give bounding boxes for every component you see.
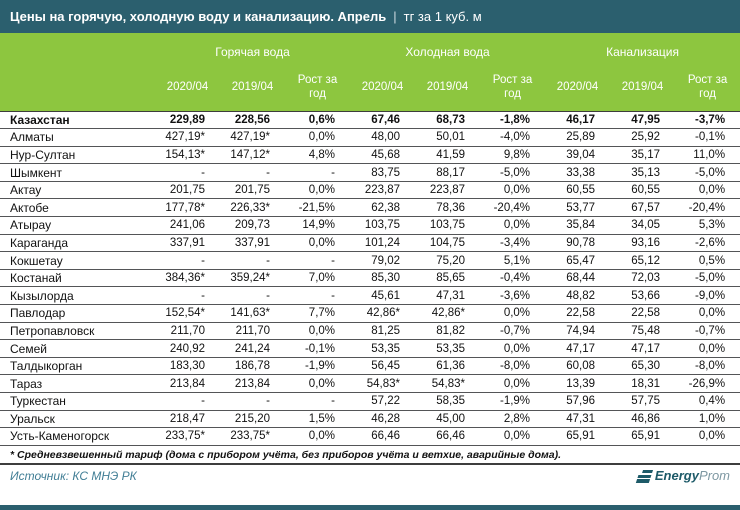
value-cell: 0,4%	[675, 393, 740, 411]
value-cell: 213,84	[220, 375, 285, 393]
city-cell: Казахстан	[0, 111, 155, 129]
value-cell: 35,17	[610, 146, 675, 164]
value-cell: 7,0%	[285, 269, 350, 287]
value-cell: 154,13*	[155, 146, 220, 164]
value-cell: 0,0%	[285, 428, 350, 446]
value-cell: 50,01	[415, 129, 480, 147]
value-cell: 46,28	[350, 410, 415, 428]
column-header: 2019/04	[610, 65, 675, 111]
group-header: Канализация	[545, 33, 740, 65]
value-cell: 65,91	[610, 428, 675, 446]
source-row	[0, 465, 740, 487]
value-cell: -	[285, 287, 350, 305]
value-cell: 5,3%	[675, 217, 740, 235]
value-cell: 53,35	[415, 340, 480, 358]
value-cell: 75,48	[610, 322, 675, 340]
value-cell: 209,73	[220, 217, 285, 235]
value-cell: 42,86*	[415, 305, 480, 323]
value-cell: 57,75	[610, 393, 675, 411]
value-cell: 241,06	[155, 217, 220, 235]
value-cell: 81,82	[415, 322, 480, 340]
group-header: Горячая вода	[155, 33, 350, 65]
value-cell: -4,0%	[480, 129, 545, 147]
value-cell: 337,91	[220, 234, 285, 252]
value-cell: 34,05	[610, 217, 675, 235]
value-cell: 152,54*	[155, 305, 220, 323]
value-cell: 103,75	[350, 217, 415, 235]
value-cell: 223,87	[350, 181, 415, 199]
table-row	[0, 199, 740, 217]
city-cell: Атырау	[0, 217, 155, 235]
value-cell: 47,95	[610, 111, 675, 129]
value-cell: 85,65	[415, 269, 480, 287]
value-cell: 1,0%	[675, 410, 740, 428]
city-cell: Талдыкорган	[0, 357, 155, 375]
value-cell: -	[155, 252, 220, 270]
value-cell: 4,8%	[285, 146, 350, 164]
value-cell: 47,31	[545, 410, 610, 428]
column-header: 2020/04	[155, 65, 220, 111]
value-cell: -9,0%	[675, 287, 740, 305]
value-cell: 74,94	[545, 322, 610, 340]
value-cell: -20,4%	[480, 199, 545, 217]
value-cell: 35,84	[545, 217, 610, 235]
value-cell: 427,19*	[155, 129, 220, 147]
value-cell: -5,0%	[480, 164, 545, 182]
value-cell: -0,4%	[480, 269, 545, 287]
city-cell: Павлодар	[0, 305, 155, 323]
logo-text-energy: Energy	[654, 468, 699, 484]
value-cell: 57,96	[545, 393, 610, 411]
value-cell: 5,1%	[480, 252, 545, 270]
value-cell: 67,57	[610, 199, 675, 217]
value-cell: 45,00	[415, 410, 480, 428]
group-header-row	[0, 33, 740, 65]
value-cell: 183,30	[155, 357, 220, 375]
value-cell: 46,17	[545, 111, 610, 129]
column-header: 2019/04	[220, 65, 285, 111]
table-row	[0, 305, 740, 323]
value-cell: 228,56	[220, 111, 285, 129]
value-cell: -	[220, 287, 285, 305]
value-cell: 233,75*	[155, 428, 220, 446]
value-cell: -3,7%	[675, 111, 740, 129]
value-cell: 13,39	[545, 375, 610, 393]
city-subheader-blank	[0, 65, 155, 111]
city-header-blank	[0, 33, 155, 65]
value-cell: 22,58	[545, 305, 610, 323]
city-cell: Туркестан	[0, 393, 155, 411]
city-cell: Шымкент	[0, 164, 155, 182]
value-cell: 201,75	[220, 181, 285, 199]
value-cell: 233,75*	[220, 428, 285, 446]
value-cell: 0,0%	[285, 322, 350, 340]
city-cell: Актау	[0, 181, 155, 199]
value-cell: 22,58	[610, 305, 675, 323]
value-cell: 48,82	[545, 287, 610, 305]
value-cell: 47,17	[545, 340, 610, 358]
table-header	[0, 33, 740, 111]
value-cell: 61,36	[415, 357, 480, 375]
city-cell: Тараз	[0, 375, 155, 393]
value-cell: -1,8%	[480, 111, 545, 129]
value-cell: 223,87	[415, 181, 480, 199]
sub-header-row	[0, 65, 740, 111]
value-cell: -8,0%	[675, 357, 740, 375]
value-cell: 72,03	[610, 269, 675, 287]
column-header: Рост за год	[480, 65, 545, 111]
value-cell: -	[155, 287, 220, 305]
value-cell: 0,0%	[480, 375, 545, 393]
table-row	[0, 181, 740, 199]
city-cell: Актобе	[0, 199, 155, 217]
value-cell: 35,13	[610, 164, 675, 182]
value-cell: 18,31	[610, 375, 675, 393]
value-cell: 53,66	[610, 287, 675, 305]
energyprom-e-icon	[636, 470, 653, 483]
value-cell: 60,55	[610, 181, 675, 199]
energyprom-logo	[638, 468, 730, 483]
value-cell: -26,9%	[675, 375, 740, 393]
table-row	[0, 340, 740, 358]
value-cell: 47,31	[415, 287, 480, 305]
value-cell: 141,63*	[220, 305, 285, 323]
footnote: * Средневзвешенный тариф (дома с прибором учёта, без приборов учёта и ветхие, аварийные дома).	[0, 446, 740, 465]
value-cell: 67,46	[350, 111, 415, 129]
value-cell: -0,7%	[675, 322, 740, 340]
value-cell: -1,9%	[480, 393, 545, 411]
table-row	[0, 146, 740, 164]
value-cell: 0,5%	[675, 252, 740, 270]
city-cell: Уральск	[0, 410, 155, 428]
value-cell: -	[285, 164, 350, 182]
table-row	[0, 269, 740, 287]
value-cell: -5,0%	[675, 164, 740, 182]
city-cell: Кокшетау	[0, 252, 155, 270]
value-cell: 7,7%	[285, 305, 350, 323]
value-cell: -5,0%	[675, 269, 740, 287]
table-row	[0, 393, 740, 411]
value-cell: 65,12	[610, 252, 675, 270]
value-cell: 39,04	[545, 146, 610, 164]
value-cell: 218,47	[155, 410, 220, 428]
value-cell: 25,92	[610, 129, 675, 147]
column-header: 2020/04	[545, 65, 610, 111]
value-cell: -	[285, 252, 350, 270]
value-cell: 14,9%	[285, 217, 350, 235]
value-cell: 75,20	[415, 252, 480, 270]
value-cell: 0,0%	[285, 181, 350, 199]
value-cell: 90,78	[545, 234, 610, 252]
title-bar	[0, 0, 740, 33]
value-cell: -	[220, 393, 285, 411]
city-cell: Караганда	[0, 234, 155, 252]
value-cell: 0,0%	[480, 217, 545, 235]
value-cell: 9,8%	[480, 146, 545, 164]
table-row	[0, 410, 740, 428]
value-cell: 57,22	[350, 393, 415, 411]
value-cell: -0,1%	[675, 129, 740, 147]
value-cell: 79,02	[350, 252, 415, 270]
value-cell: 60,55	[545, 181, 610, 199]
value-cell: 0,0%	[480, 340, 545, 358]
table-row	[0, 129, 740, 147]
value-cell: 0,0%	[675, 181, 740, 199]
value-cell: 54,83*	[415, 375, 480, 393]
group-header: Холодная вода	[350, 33, 545, 65]
value-cell: 33,38	[545, 164, 610, 182]
value-cell: 226,33*	[220, 199, 285, 217]
title-separator: |	[393, 9, 397, 24]
value-cell: 427,19*	[220, 129, 285, 147]
value-cell: -0,1%	[285, 340, 350, 358]
city-cell: Алматы	[0, 129, 155, 147]
city-cell: Кызылорда	[0, 287, 155, 305]
price-table	[0, 33, 740, 446]
value-cell: 0,0%	[675, 305, 740, 323]
value-cell: 45,68	[350, 146, 415, 164]
value-cell: 66,46	[350, 428, 415, 446]
value-cell: 215,20	[220, 410, 285, 428]
table-row	[0, 428, 740, 446]
table-body	[0, 111, 740, 445]
value-cell: 240,92	[155, 340, 220, 358]
table-row	[0, 111, 740, 129]
value-cell: 54,83*	[350, 375, 415, 393]
value-cell: -	[285, 393, 350, 411]
value-cell: 337,91	[155, 234, 220, 252]
value-cell: 41,59	[415, 146, 480, 164]
source-label: Источник: КС МНЭ РК	[10, 468, 137, 483]
value-cell: 229,89	[155, 111, 220, 129]
value-cell: 384,36*	[155, 269, 220, 287]
value-cell: 56,45	[350, 357, 415, 375]
value-cell: 0,0%	[285, 375, 350, 393]
logo-text-prom: Prom	[698, 468, 730, 484]
value-cell: 0,0%	[480, 181, 545, 199]
column-header: Рост за год	[675, 65, 740, 111]
page-title: Цены на горячую, холодную воду и канализацию. Апрель	[10, 9, 387, 24]
value-cell: 0,0%	[675, 340, 740, 358]
value-cell: 0,0%	[285, 129, 350, 147]
value-cell: 0,0%	[480, 428, 545, 446]
column-header: 2020/04	[350, 65, 415, 111]
value-cell: 42,86*	[350, 305, 415, 323]
value-cell: 1,5%	[285, 410, 350, 428]
table-row	[0, 234, 740, 252]
city-cell: Семей	[0, 340, 155, 358]
value-cell: 88,17	[415, 164, 480, 182]
value-cell: -8,0%	[480, 357, 545, 375]
value-cell: 65,91	[545, 428, 610, 446]
value-cell: 65,47	[545, 252, 610, 270]
value-cell: 53,77	[545, 199, 610, 217]
value-cell: 66,46	[415, 428, 480, 446]
value-cell: 65,30	[610, 357, 675, 375]
value-cell: 241,24	[220, 340, 285, 358]
value-cell: 45,61	[350, 287, 415, 305]
value-cell: 359,24*	[220, 269, 285, 287]
value-cell: -21,5%	[285, 199, 350, 217]
value-cell: 81,25	[350, 322, 415, 340]
value-cell: 211,70	[155, 322, 220, 340]
table-row	[0, 357, 740, 375]
value-cell: 201,75	[155, 181, 220, 199]
value-cell: -0,7%	[480, 322, 545, 340]
value-cell: 147,12*	[220, 146, 285, 164]
value-cell: -	[155, 393, 220, 411]
table-row	[0, 287, 740, 305]
value-cell: 60,08	[545, 357, 610, 375]
value-cell: 0,6%	[285, 111, 350, 129]
value-cell: 58,35	[415, 393, 480, 411]
bottom-accent-bar	[0, 505, 740, 510]
value-cell: 47,17	[610, 340, 675, 358]
value-cell: 68,73	[415, 111, 480, 129]
column-header: 2019/04	[415, 65, 480, 111]
value-cell: 104,75	[415, 234, 480, 252]
value-cell: -3,6%	[480, 287, 545, 305]
value-cell: 46,86	[610, 410, 675, 428]
table-row	[0, 375, 740, 393]
column-header: Рост за год	[285, 65, 350, 111]
value-cell: -1,9%	[285, 357, 350, 375]
table-row	[0, 252, 740, 270]
value-cell: 11,0%	[675, 146, 740, 164]
value-cell: 78,36	[415, 199, 480, 217]
value-cell: -	[220, 164, 285, 182]
value-cell: 0,0%	[480, 305, 545, 323]
value-cell: -2,6%	[675, 234, 740, 252]
value-cell: 186,78	[220, 357, 285, 375]
value-cell: 0,0%	[285, 234, 350, 252]
city-cell: Костанай	[0, 269, 155, 287]
value-cell: 62,38	[350, 199, 415, 217]
value-cell: 101,24	[350, 234, 415, 252]
value-cell: 83,75	[350, 164, 415, 182]
value-cell: 0,0%	[675, 428, 740, 446]
city-cell: Нур-Султан	[0, 146, 155, 164]
value-cell: -	[155, 164, 220, 182]
value-cell: 177,78*	[155, 199, 220, 217]
value-cell: 213,84	[155, 375, 220, 393]
value-cell: 2,8%	[480, 410, 545, 428]
city-cell: Петропавловск	[0, 322, 155, 340]
value-cell: 68,44	[545, 269, 610, 287]
value-cell: 93,16	[610, 234, 675, 252]
table-row	[0, 322, 740, 340]
value-cell: 48,00	[350, 129, 415, 147]
value-cell: -	[220, 252, 285, 270]
value-cell: 103,75	[415, 217, 480, 235]
city-cell: Усть-Каменогорск	[0, 428, 155, 446]
value-cell: 85,30	[350, 269, 415, 287]
value-cell: 25,89	[545, 129, 610, 147]
table-row	[0, 217, 740, 235]
value-cell: -20,4%	[675, 199, 740, 217]
title-unit: тг за 1 куб. м	[403, 9, 482, 24]
table-row	[0, 164, 740, 182]
value-cell: 53,35	[350, 340, 415, 358]
value-cell: -3,4%	[480, 234, 545, 252]
value-cell: 211,70	[220, 322, 285, 340]
